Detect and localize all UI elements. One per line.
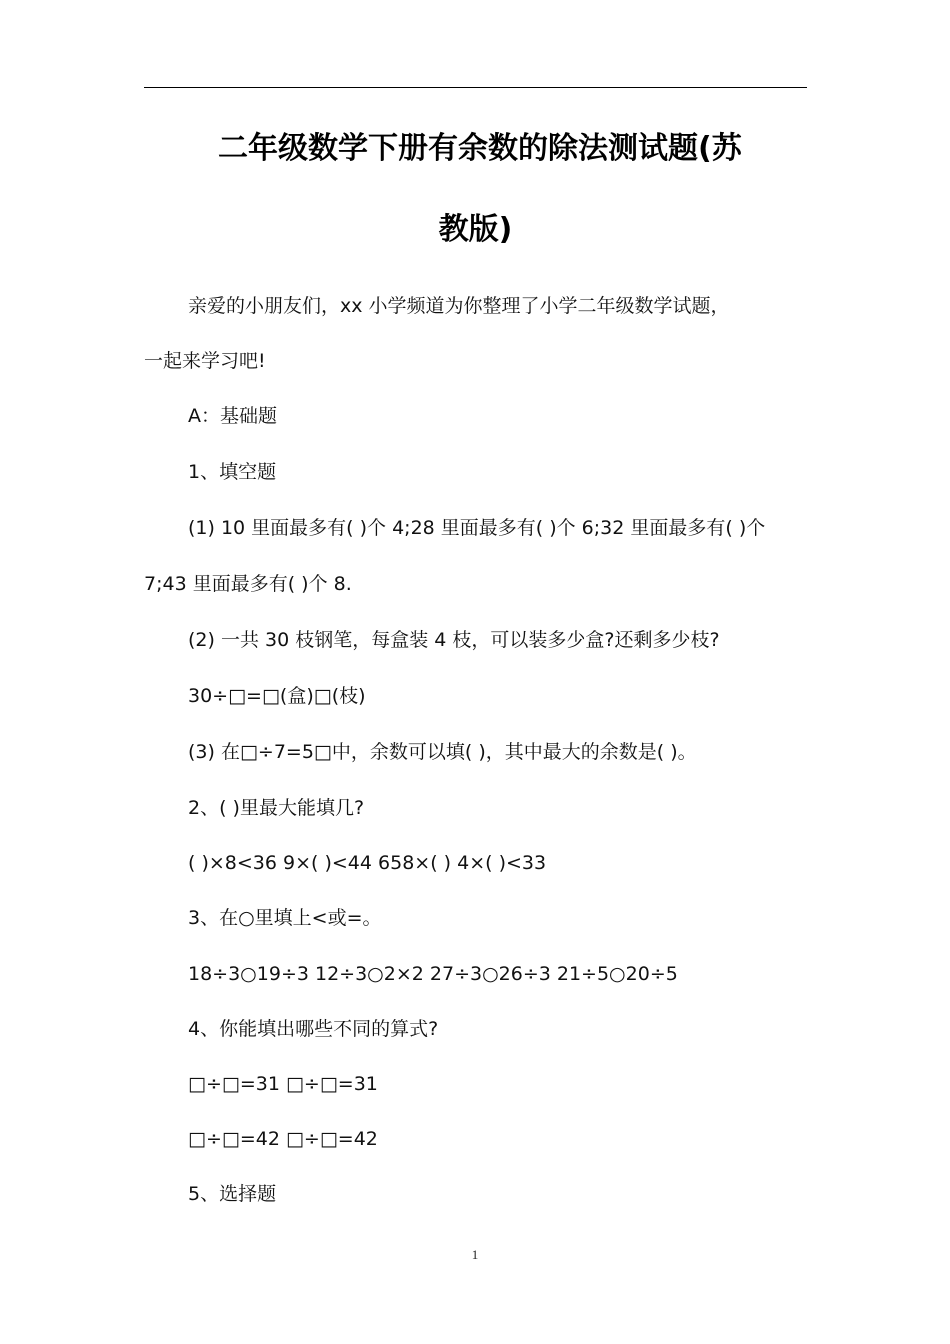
- question-1-2-formula: 30÷□=□(盒)□(枝): [188, 685, 366, 707]
- document-title-line-1: 二年级数学下册有余数的除法测试题(苏: [218, 131, 742, 166]
- intro-paragraph-line-1: 亲爱的小朋友们，xx 小学频道为你整理了小学二年级数学试题，: [188, 295, 730, 317]
- question-1-heading: 1、填空题: [188, 461, 277, 483]
- question-1-2: (2) 一共 30 枝钢笔，每盒装 4 枝，可以装多少盒?还剩多少枝?: [188, 629, 720, 651]
- question-4-heading: 4、你能填出哪些不同的算式?: [188, 1018, 439, 1040]
- header-rule: [144, 87, 807, 88]
- question-1-3: (3) 在□÷7=5□中，余数可以填( )，其中最大的余数是( )。: [188, 741, 697, 763]
- question-3-heading: 3、在○里填上<或=。: [188, 907, 382, 929]
- question-4-line-2: □÷□=42 □÷□=42: [188, 1128, 378, 1150]
- document-title-line-2: 教版): [438, 212, 513, 247]
- question-2-heading: 2、( )里最大能填几?: [188, 797, 365, 819]
- question-1-1-line-1: (1) 10 里面最多有( )个 4;28 里面最多有( )个 6;32 里面最多有( )个: [188, 517, 766, 539]
- page-number: 1: [471, 1247, 479, 1262]
- intro-paragraph-line-2: 一起来学习吧!: [144, 350, 266, 372]
- question-3-items: 18÷3○19÷3 12÷3○2×2 27÷3○26÷3 21÷5○20÷5: [188, 963, 678, 985]
- question-5-heading: 5、选择题: [188, 1183, 277, 1205]
- question-2-items: ( )×8<36 9×( )<44 658×( ) 4×( )<33: [188, 852, 547, 874]
- section-a-heading: A：基础题: [188, 405, 277, 427]
- question-4-line-1: □÷□=31 □÷□=31: [188, 1073, 378, 1095]
- question-1-1-line-2: 7;43 里面最多有( )个 8.: [144, 573, 352, 595]
